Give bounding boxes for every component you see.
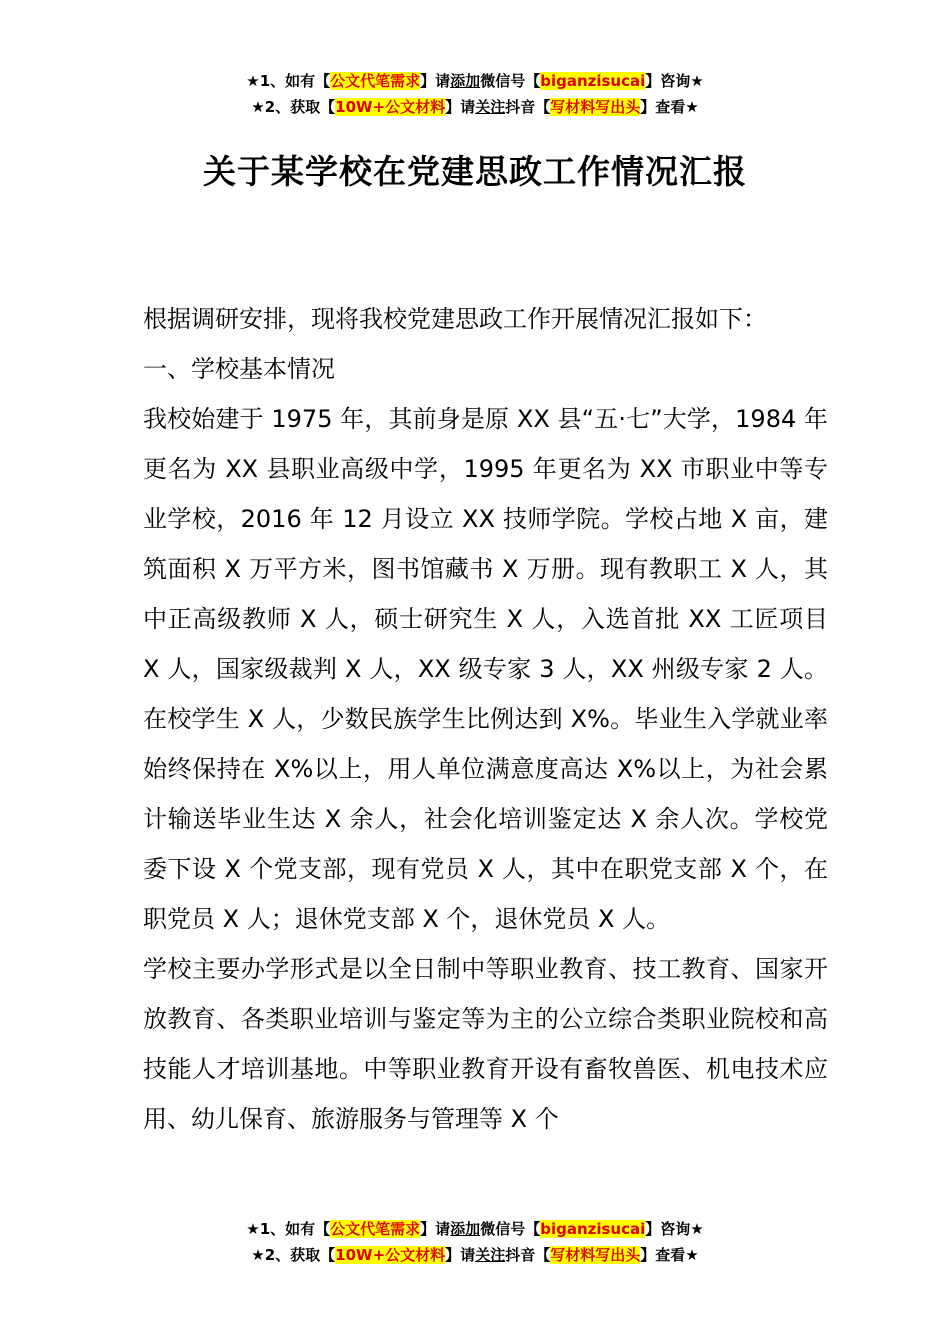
banner-text: 】咨询 — [645, 72, 691, 90]
paragraph-intro: 根据调研安排，现将我校党建思政工作开展情况汇报如下： — [143, 305, 767, 333]
star-icon: ★ — [690, 72, 704, 90]
star-icon: ★ — [246, 1220, 260, 1238]
banner-text: 】请 — [445, 98, 476, 116]
banner-line-2 — [0, 1242, 950, 1268]
document-title: 关于某学校在党建思政工作情况汇报 — [203, 152, 747, 191]
banner-text: 1、如有【 — [259, 72, 331, 90]
banner-text: 抖音【 — [505, 1246, 551, 1264]
banner-highlight: 写材料写出头 — [550, 98, 641, 116]
banner-text: 】请 — [420, 72, 451, 90]
banner-text: 抖音【 — [505, 98, 551, 116]
banner-highlight: biganzisucai — [540, 72, 646, 90]
banner-underlined: 添加 — [450, 72, 481, 90]
banner-text: 】咨询 — [645, 1220, 691, 1238]
banner-text: 微信号【 — [480, 1220, 541, 1238]
banner-text: 】查看 — [640, 98, 686, 116]
banner-line-2 — [0, 94, 950, 120]
star-icon: ★ — [685, 1246, 699, 1264]
banner-highlight: 10W+公文材料 — [335, 98, 446, 116]
footer-banner — [0, 1216, 950, 1268]
banner-underlined: 添加 — [450, 1220, 481, 1238]
banner-underlined: 关注 — [475, 1246, 506, 1264]
banner-line-1 — [0, 1216, 950, 1242]
banner-highlight: 10W+公文材料 — [335, 1246, 446, 1264]
section-heading: 一、学校基本情况 — [143, 355, 335, 383]
banner-text: 】请 — [445, 1246, 476, 1264]
banner-underlined: 关注 — [475, 98, 506, 116]
banner-highlight: 写材料写出头 — [550, 1246, 641, 1264]
banner-highlight: 公文代笔需求 — [330, 1220, 421, 1238]
banner-text: 2、获取【 — [264, 1246, 336, 1264]
star-icon: ★ — [251, 98, 265, 116]
banner-text: 微信号【 — [480, 72, 541, 90]
banner-highlight: 公文代笔需求 — [330, 72, 421, 90]
star-icon: ★ — [251, 1246, 265, 1264]
header-banner — [0, 68, 950, 120]
star-icon: ★ — [690, 1220, 704, 1238]
paragraph: 学校主要办学形式是以全日制中等职业教育、技工教育、国家开放教育、各类职业培训与鉴定等为主的公立综合类职业院校和高技能人才培训基地。中等职业教育开设有畜牧兽医、机电技术应用、幼儿保育、旅游服务与管理等 X 个 — [143, 955, 828, 1133]
banner-text: 】查看 — [640, 1246, 686, 1264]
banner-text: 1、如有【 — [259, 1220, 331, 1238]
document-body — [143, 294, 828, 1144]
star-icon: ★ — [246, 72, 260, 90]
paragraph: 我校始建于 1975 年，其前身是原 XX 县“五·七”大学，1984 年更名为 XX 县职业高级中学，1995 年更名为 XX 市职业中等专业学校，2016 年 12 月设立 XX 技师学院。学校占地 X 亩，建筑面积 X 万平方米，图书馆藏书 X 万册。现有教职工 X 人，其中正高级教师 X 人，硕士研究生 X 人，入选首批 XX 工匠项目 X 人，国家级裁判 X 人，XX 级专家 3 人，XX 州级专家 2 人。在校学生 X 人，少数民族学生比例达到 X%。毕业生入学就业率始终保持在 X%以上，用人单位满意度高达 X%以上，为社会累计输送毕业生达 X 余人，社会化培训鉴定达 X 余人次。学校党委下设 X 个党支部，现有党员 X 人，其中在职党支部 X 个，在职党员 X 人；退休党支部 X 个，退休党员 X 人。 — [143, 405, 828, 933]
banner-highlight: biganzisucai — [540, 1220, 646, 1238]
banner-text: 】请 — [420, 1220, 451, 1238]
banner-line-1 — [0, 68, 950, 94]
star-icon: ★ — [685, 98, 699, 116]
banner-text: 2、获取【 — [264, 98, 336, 116]
